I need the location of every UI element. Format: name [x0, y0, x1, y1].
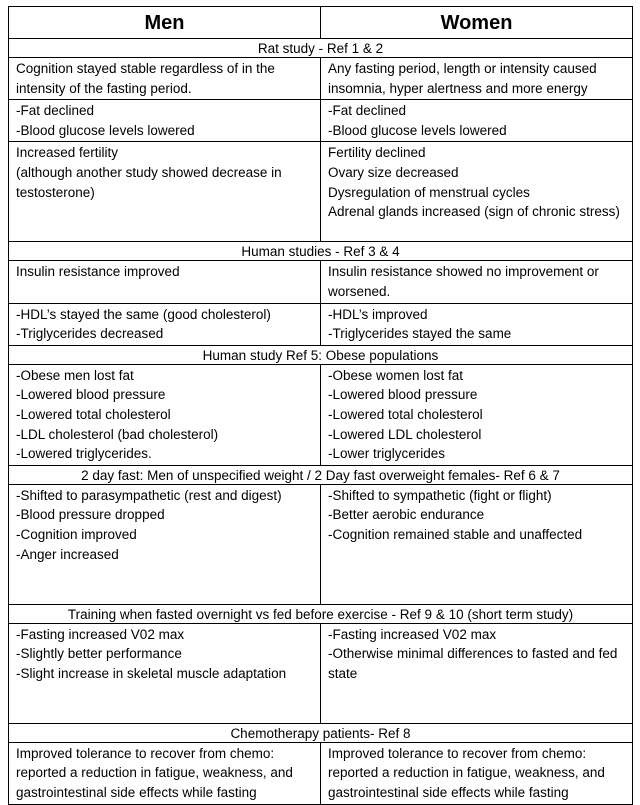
men-cell	[9, 100, 321, 142]
cell-line: -Lowered blood pressure	[328, 387, 478, 403]
cell-line: -Fasting increased V02 max	[328, 626, 497, 642]
section-header-row	[9, 604, 633, 623]
women-cell	[321, 742, 633, 804]
women-cell	[321, 364, 633, 465]
cell-line: -Lowered LDL cholesterol	[328, 426, 482, 442]
section-title: Training when fasted overnight vs fed before exercise - Ref 9 & 10 (short term study)	[9, 604, 633, 623]
cell-line: -Obese men lost fat	[16, 367, 134, 383]
table-row	[9, 58, 633, 100]
cell-line: -Fat declined	[16, 103, 95, 119]
cell-line: -HDL’s improved	[328, 306, 428, 322]
cell-line: -Lowered triglycerides.	[16, 446, 152, 462]
section-header-row	[9, 345, 633, 364]
men-cell	[9, 484, 321, 604]
cell-line: Adrenal glands increased (sign of chronic stress)	[328, 204, 620, 220]
cell-line: Improved tolerance to recover from chemo: reported a reduction in fatigue, weakness, and gastrointestinal side effects while fasting	[328, 745, 605, 800]
cell-line: -HDL’s stayed the same (good cholesterol)	[16, 306, 271, 322]
cell-line: -LDL cholesterol (bad cholesterol)	[16, 426, 219, 442]
cell-line: (although another study showed decrease in testosterone)	[16, 164, 282, 200]
cell-line: -Cognition remained stable and unaffected	[328, 526, 583, 542]
cell-line: Any fasting period, length or intensity caused insomnia, hyper alertness and more energy	[328, 61, 597, 96]
cell-line: -Better aerobic endurance	[328, 507, 485, 523]
cell-line: -Lower triglycerides	[328, 446, 446, 462]
cell-line: Ovary size decreased	[328, 164, 459, 180]
section-header-row	[9, 723, 633, 742]
men-header: Men	[9, 7, 321, 39]
table-row	[9, 261, 633, 303]
men-cell	[9, 364, 321, 465]
cell-line: -Cognition improved	[16, 526, 137, 542]
cell-line: Fertility declined	[328, 145, 426, 161]
cell-line: -Shifted to parasympathetic (rest and digest)	[16, 487, 282, 503]
section-header-row	[9, 465, 633, 484]
men-cell	[9, 58, 321, 100]
section-title: 2 day fast: Men of unspecified weight / 2 Day fast overweight females- Ref 6 & 7	[9, 465, 633, 484]
cell-line: -Blood glucose levels lowered	[328, 122, 507, 138]
table-row	[9, 484, 633, 604]
section-title: Chemotherapy patients- Ref 8	[9, 723, 633, 742]
table-row	[9, 364, 633, 465]
women-cell	[321, 100, 633, 142]
cell-line: -Fasting increased V02 max	[16, 626, 185, 642]
women-cell	[321, 58, 633, 100]
table-body	[9, 39, 633, 805]
women-cell	[321, 623, 633, 723]
cell-line: Insulin resistance improved	[16, 264, 180, 280]
cell-line: -Obese women lost fat	[328, 367, 464, 383]
section-title: Human studies - Ref 3 & 4	[9, 242, 633, 261]
cell-line: -Slightly better performance	[16, 646, 182, 662]
cell-line: -Fat declined	[328, 103, 407, 119]
women-cell	[321, 261, 633, 303]
table-row	[9, 100, 633, 142]
cell-line: -Blood pressure dropped	[16, 507, 165, 523]
header-row	[9, 7, 633, 39]
cell-line: Cognition stayed stable regardless of in the intensity of the fasting period.	[16, 61, 275, 96]
table-row	[9, 142, 633, 242]
cell-line: Improved tolerance to recover from chemo: reported a reduction in fatigue, weakness, and gastrointestinal side effects while fasting	[16, 745, 293, 800]
women-cell	[321, 142, 633, 242]
comparison-table	[8, 6, 633, 805]
section-title: Human study Ref 5: Obese populations	[9, 345, 633, 364]
cell-line: -Anger increased	[16, 546, 119, 562]
cell-line: -Shifted to sympathetic (fight or flight)	[328, 487, 552, 503]
cell-line: -Lowered blood pressure	[16, 387, 166, 403]
men-cell	[9, 742, 321, 804]
cell-line: -Triglycerides decreased	[16, 326, 164, 342]
men-cell	[9, 142, 321, 242]
men-cell	[9, 261, 321, 303]
cell-line: -Otherwise minimal differences to fasted and fed state	[328, 646, 618, 681]
table-row	[9, 742, 633, 804]
men-cell	[9, 303, 321, 345]
men-cell	[9, 623, 321, 723]
cell-line: -Lowered total cholesterol	[328, 406, 483, 422]
table-row	[9, 623, 633, 723]
section-header-row	[9, 39, 633, 58]
section-title: Rat study - Ref 1 & 2	[9, 39, 633, 58]
cell-line: -Blood glucose levels lowered	[16, 122, 195, 138]
cell-line: Dysregulation of menstrual cycles	[328, 184, 530, 200]
cell-line: Insulin resistance showed no improvement or worsened.	[328, 264, 599, 299]
cell-line: -Triglycerides stayed the same	[328, 326, 512, 342]
table-row	[9, 303, 633, 345]
women-cell	[321, 303, 633, 345]
cell-line: Increased fertility	[16, 145, 119, 161]
cell-line: -Lowered total cholesterol	[16, 406, 171, 422]
women-header: Women	[321, 7, 633, 39]
cell-line: -Slight increase in skeletal muscle adaptation	[16, 665, 287, 681]
section-header-row	[9, 242, 633, 261]
women-cell	[321, 484, 633, 604]
